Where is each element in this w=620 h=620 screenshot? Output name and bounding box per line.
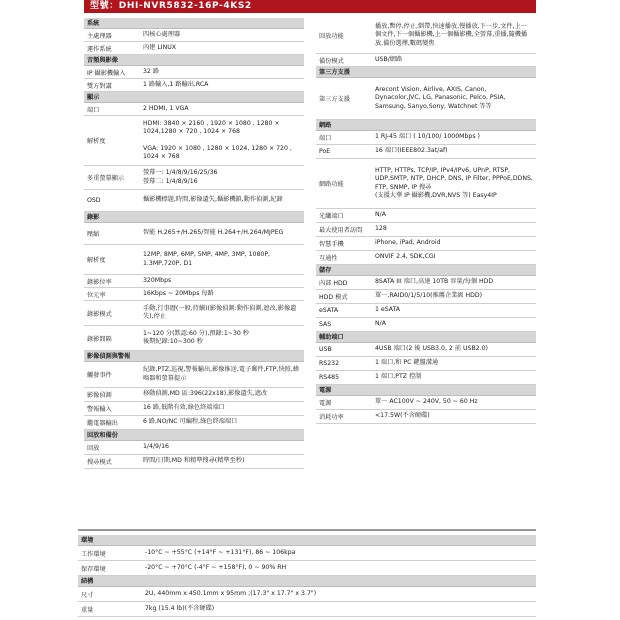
spec-value: Arecont Vision, Airlive, AXIS, Canon, Dynacolor,JVC, LG, Panasonic, Pelco, PSIA, Samsung, Sanyo,Sony, Watchnet 等等 [375,86,506,110]
section-header: 回放和備份 [84,430,304,441]
spec-bottom-table [78,529,536,617]
spec-key: RS485 [319,374,340,381]
spec-row [316,276,536,290]
spec-row [84,301,304,326]
spec-value: -10°C ~ +55°C (+14°F ~ +131°F), 86 ~ 106kpa [145,548,296,556]
spec-value: HTTP, HTTPs, TCP/IP, IPv4/IPv6, UPnP, RTSP, UDP,SMTP, NTP, DHCP, DNS, IP Filter, PPPoE,DDNS, FTP, SNMP, IP 搜尋 (支援大華 IP 攝影機,DVR,NVS 等) Easy4IP [375,166,533,199]
spec-value: -20°C ~ +70°C (-4°F ~ +158°F), 0 ~ 90% RH [145,563,287,571]
spec-value: 2 HDMI, 1 VGA [143,104,189,112]
spec-row [84,29,304,42]
spec-key: SAS [319,321,332,328]
section-header: 音頻與影像 [84,55,304,66]
spec-row [84,326,304,351]
spec-key: 回放功能 [319,33,344,40]
spec-key: 主處理器 [87,32,112,40]
spec-row [316,145,536,159]
spec-value: 1~120 分(默認:60 分),預錄:1~30 秒 後期紀錄:10~300 秒 [143,329,249,345]
spec-key: HDD 模式 [319,294,348,301]
spec-value: 16 路,低階有效,綠色終端端口 [143,404,225,412]
spec-key: 內部 HDD [319,280,348,287]
section-header: 網路 [316,120,536,131]
spec-row [316,131,536,145]
spec-key: 壓縮 [87,231,100,238]
spec-row [84,223,304,245]
spec-key: 錄影模式 [87,310,112,318]
spec-value: 紀錄,PTZ,巡視,警報輸出,影像推送,電子郵件,FTP,快照,蜂鳴器和螢幕提示 [143,366,300,382]
spec-row [84,288,304,301]
spec-value: 單一,RAID0/1/5/10(推薦企業級 HDD) [375,292,483,300]
spec-row [316,223,536,237]
spec-value: 單一 AC100V ~ 240V, 50 ~ 60 Hz [375,398,478,406]
spec-key: 錄影位率 [87,278,112,286]
spec-row [84,416,304,430]
spec-value: <17.5W(不含硬碟) [375,412,430,420]
spec-row [84,441,304,455]
spec-value: 1/4/9/16 [143,443,169,451]
spec-value: 手動,行事曆(一般,持續)(影像偵測:動作偵測,遮改,影像遺失),停止 [143,304,297,320]
spec-value: 1 端口,和 PC 鍵盤溝通 [375,359,439,367]
spec-key: 重量 [81,606,94,614]
spec-row [84,275,304,288]
spec-row [316,54,536,67]
spec-value: 螢幕一: 1/4/8/9/16/25/36 螢幕二: 1/4/8/9/16 [143,169,218,185]
section-header: 錄影 [84,212,304,223]
spec-key: 解析度 [87,138,106,145]
spec-key: 解析度 [87,257,106,264]
spec-row [316,159,536,209]
spec-key: 多重螢幕顯示 [87,175,125,182]
spec-row [316,304,536,318]
spec-row [316,357,536,371]
section-header: 輔助端口 [316,332,536,343]
spec-value: 時間/日期,MD 和精準搜尋(精準至秒) [143,457,245,465]
spec-column-right [316,18,536,424]
spec-value: 1 端口,PTZ 控制 [375,373,422,381]
spec-row [78,602,536,617]
spec-value: 1 路輸入,1 路輸出,RCA [143,80,209,88]
spec-key: 智慧手機 [319,241,344,248]
spec-key: 保存環境 [81,565,106,573]
spec-row [78,561,536,576]
spec-row [316,251,536,265]
spec-key: 端口 [319,135,332,142]
spec-key: 錄影間隔 [87,335,112,343]
spec-value: N/A [375,211,386,219]
spec-key: 消耗功率 [319,414,344,421]
spec-row [84,245,304,275]
section-header: 顯示 [84,92,304,103]
section-header: 電源 [316,385,536,396]
spec-key: 工作環境 [81,550,106,558]
spec-key: 搜尋模式 [87,459,112,466]
spec-row [78,546,536,561]
spec-key: eSATA [319,307,339,314]
spec-row [316,237,536,251]
spec-value: 1 RJ-45 端口 ( 10/100/ 1000Mbps ) [375,133,480,141]
section-header: 系統 [84,18,304,29]
spec-value: 320Mbps [143,276,172,284]
spec-row [316,78,536,120]
spec-key: 網路功能 [319,181,344,188]
spec-row [316,371,536,385]
spec-key: 影像偵測 [87,392,112,399]
spec-key: IP 攝影機輸入 [87,69,126,77]
spec-column-left [84,18,304,469]
spec-value: N/A [375,320,386,328]
spec-row [316,396,536,410]
spec-key: 互通性 [319,255,338,262]
spec-key: 雙方對講 [87,82,112,90]
spec-key: 電源 [319,400,332,407]
spec-value: 8SATA III 端口,高達 10TB 容量/每個 HDD [375,278,494,286]
spec-row [316,18,536,54]
spec-row [84,66,304,79]
spec-row [84,103,304,116]
spec-key: USB [319,346,332,353]
section-header: 影像偵測與警報 [84,351,304,362]
spec-key: PoE [319,148,331,155]
spec-key: 最大使用者訪問 [319,227,363,234]
spec-row [316,290,536,304]
spec-key: 端口 [87,106,100,114]
spec-value: 移動偵測,MD 區:396(22x18),影像遺失,遮改 [143,390,268,398]
divider [78,529,536,531]
spec-row [84,166,304,190]
spec-value: 128 [375,225,387,233]
spec-row [84,362,304,388]
spec-value: 攝影機標題,時間,影像遺失,攝影機鎖,動作偵測,紀錄 [143,196,283,204]
spec-row [316,318,536,332]
spec-key: 回放 [87,445,100,452]
spec-value: 12MP, 8MP, 6MP, 5MP, 4MP, 3MP, 1080P, 1.3MP,720P, D1 [143,251,271,267]
spec-key: 繼電器輸出 [87,420,118,427]
section-header: 第三方支援 [316,67,536,78]
spec-row [84,190,304,212]
spec-value: 1 eSATA [375,306,401,314]
section-header: 儲存 [316,265,536,276]
spec-row [84,42,304,55]
spec-row [84,402,304,416]
model-title: 型號：DHI-NVR5832-16P-4KS2 [84,0,536,13]
spec-value: 內建 LINUX [143,43,177,51]
section-header: 結構 [78,576,536,587]
spec-key: RS232 [319,360,340,367]
spec-row [84,116,304,166]
spec-key: OSD [87,197,101,204]
spec-value: 2U, 440mm x 450.1mm x 95mm ;(17.3" x 17.7" x 3.7") [145,589,317,597]
spec-value: 4USB 端口(2 後 USB3.0, 2 前 USB2.0) [375,345,488,353]
spec-key: 第三方支援 [319,96,350,103]
spec-value: HDMI: 3840 × 2160 , 1920 × 1080 , 1280 × 1024,1280 × 720 , 1024 × 768 VGA: 1920 × 1080 , 1280 × 1024, 1280 × 720 , 1024 × 768 [143,119,292,160]
spec-key: 運作系統 [87,45,112,53]
spec-row [84,79,304,92]
spec-row [78,587,536,602]
spec-key: 備份模式 [319,57,344,65]
spec-key: 光纖端口 [319,213,344,220]
spec-key: 尺寸 [81,591,94,599]
spec-value: 智能 H.265+/H.265/智能 H.264+/H.264/MJPEG [143,229,284,237]
spec-row [316,410,536,424]
spec-row [84,455,304,469]
spec-value: 16Kbps ~ 20Mbps 每路 [143,289,214,297]
spec-key: 警報輸入 [87,406,112,413]
spec-key: 觸發事件 [87,372,112,379]
spec-value: 6 路,NO/NC 可編程,綠色終端端口 [143,418,238,426]
spec-value: USB/網路 [375,55,403,63]
spec-row [84,388,304,402]
spec-value: 四核心處理器 [143,30,181,38]
spec-row [316,343,536,357]
section-header: 環境 [78,535,536,546]
spec-value: 16 端口(IEEE802.3at/af) [375,147,448,155]
spec-value: 播放,暫停,停止,倒帶,快速播放,慢播放,下一步,文件,上一個文件,下一個攝影機,上一個攝影機,全螢幕,重播,隨機播放,備份選擇,數碼變焦 [375,23,528,47]
spec-value: ONVIF 2.4, SDK,CGI [375,253,436,261]
spec-value: 32 路 [143,67,160,75]
spec-row [316,209,536,223]
spec-key: 位元率 [87,291,106,299]
spec-value: iPhone, iPad, Android [375,239,441,247]
spec-value: 7kg (15.4 lb)(不含硬碟) [145,604,215,612]
